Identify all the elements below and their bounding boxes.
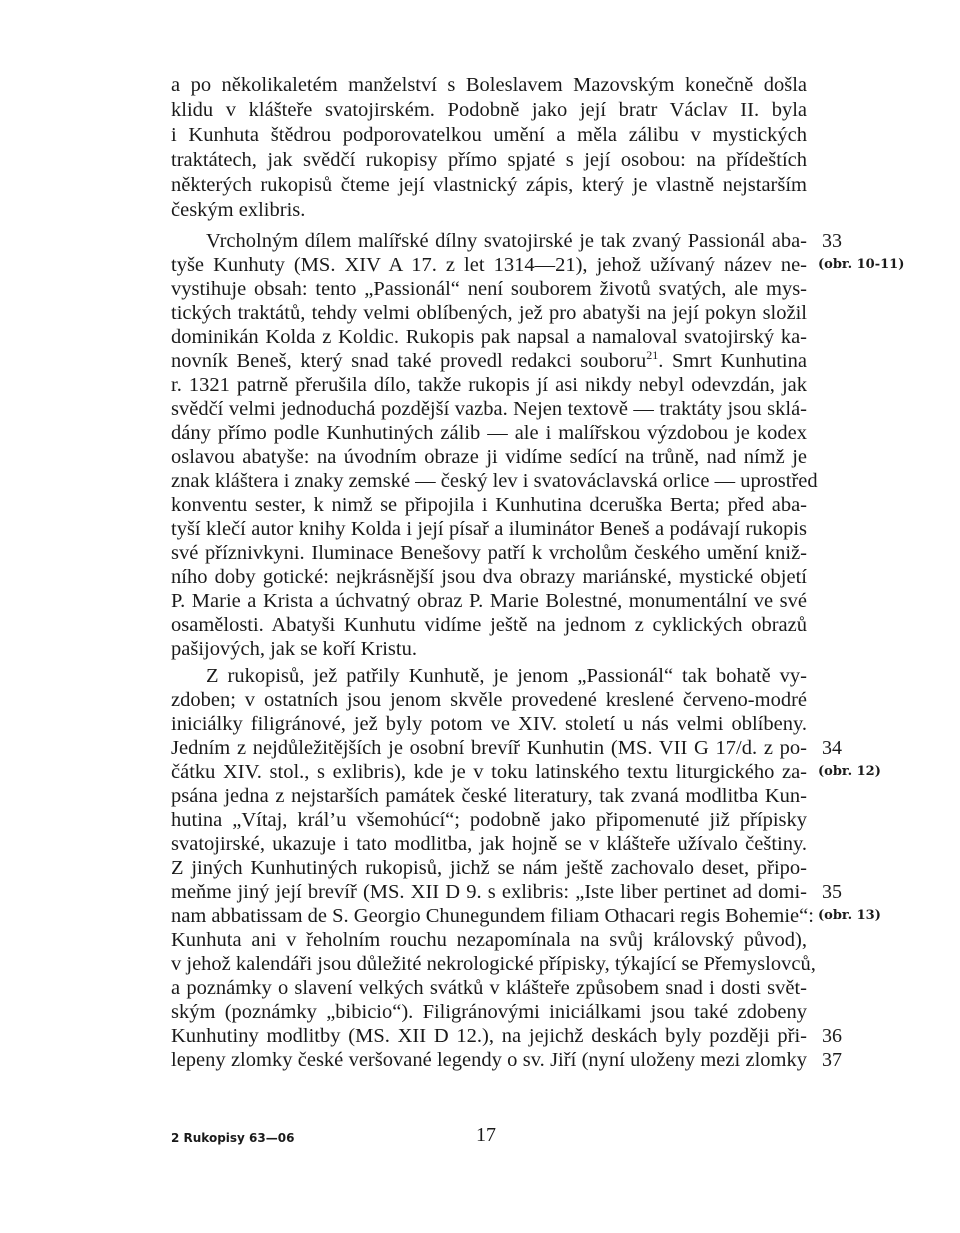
- text-line: osamělosti. Abatyši Kunhutu vidíme ještě na jednom z cyklických obrazů: [171, 614, 807, 636]
- text-line: své příznivkyni. Iluminace Benešovy patří k vrcholům českého umění kniž-: [171, 542, 807, 564]
- text-line: dány přímo podle Kunhutiných zálib — ale i malířskou výzdobou je kodex: [171, 422, 807, 444]
- text-line: oslavou abatyše: na úvodním obraze ji vidíme sedící na trůně, nad nímž je: [171, 446, 807, 468]
- text-line: konventu sester, k nimž se připojila i Kunhutina dceruška Berta; před aba-: [171, 494, 807, 516]
- text-line: zdoben; v ostatních jsou jenom skvěle provedené kreslené červeno-modré: [171, 689, 807, 711]
- text-line: r. 1321 patrně přerušila dílo, takže rukopis jí asi nikdy nebyl odevzdán, jak: [171, 374, 807, 396]
- text-line: tyší klečí autor knihy Kolda i její písař a iluminátor Beneš a podávají rukopis: [171, 518, 807, 540]
- text-line: Vrcholným dílem malířské dílny svatojirské je tak zvaný Passionál aba-: [206, 230, 807, 252]
- text-line: ního doby gotické: nejkrásnější jsou dva obrazy mariánské, mystické objetí: [171, 566, 807, 588]
- text-line: hutina „Vítaj, král’u všemohúcí“; podobně jako připomenuté již přípisky: [171, 809, 807, 831]
- text-line: českým exlibris.: [171, 199, 306, 221]
- text-line: psána jedna z nejstarších památek české literatury, tak zvaná modlitba Kun-: [171, 785, 807, 807]
- text-line: Z rukopisů, jež patřily Kunhutě, je jenom „Passionál“ tak bohatě vy-: [206, 665, 807, 687]
- text-line: meňme jiný její brevíř (MS. XII D 9. s exlibris: „Iste liber pertinet ad domi-: [171, 881, 807, 903]
- text-line: a po několikaletém manželství s Boleslavem Mazovským konečně došla: [171, 74, 807, 96]
- text-line: Kunhutiny modlitby (MS. XII D 12.), na jejichž deskách byly později při-: [171, 1025, 807, 1047]
- text-line: svědčí velmi jednoduchá pozdější vazba. Nejen textově — traktáty jsou sklá-: [171, 398, 807, 420]
- printer-signature: 2 Rukopisy 63—06: [171, 1131, 295, 1145]
- page-number: 17: [476, 1124, 496, 1146]
- margin-number: 37: [822, 1049, 842, 1071]
- text-line: čátku XIV. stol., s exlibris), kde je v toku latinského textu liturgického za-: [171, 761, 807, 783]
- text-line: některých rukopisů čteme její vlastnický zápis, který je vlastně nejstarším: [171, 174, 807, 196]
- margin-number: 36: [822, 1025, 842, 1047]
- margin-figure-reference: (obr. 10-11): [818, 257, 905, 272]
- margin-figure-reference: (obr. 13): [818, 908, 881, 923]
- text-line: traktátech, jak svědčí rukopisy přímo spjaté s její osobou: na přídeštích: [171, 149, 807, 171]
- text-line: znak kláštera i znaky zemské — český lev i svatováclavská orlice — uprostřed: [171, 470, 818, 492]
- text-line: pašijových, jak se koří Kristu.: [171, 638, 417, 660]
- text-line: dominikán Kolda z Koldic. Rukopis pak napsal a namaloval svatojirský ka-: [171, 326, 807, 348]
- margin-figure-reference: (obr. 12): [818, 764, 881, 779]
- text-line: Jedním z nejdůležitějších je osobní brevíř Kunhutin (MS. VII G 17/d. z po-: [171, 737, 807, 759]
- text-line: ským (poznámky „bibicio“). Filigránovými iniciálkami jsou také zdobeny: [171, 1001, 807, 1023]
- text-line: vystihuje obsah: tento „Passionál“ není souborem životů svatých, ale mys-: [171, 278, 807, 300]
- text-line: tických traktátů, tehdy velmi oblíbených, jež pro abatyši na její pokyn složil: [171, 302, 807, 324]
- text-line: v jehož kalendáři jsou důležité nekrologické přípisky, týkající se Přemyslovců,: [171, 953, 816, 975]
- text-line: svatojirské, ukazuje i tato modlitba, jak hojně se v klášteře užívalo češtiny.: [171, 833, 807, 855]
- text-line: tyše Kunhuty (MS. XIV A 17. z let 1314—21), jehož užívaný název ne-: [171, 254, 807, 276]
- text-line: iniciálky filigránové, jež byly potom ve XIV. století u nás velmi oblíbeny.: [171, 713, 807, 735]
- text-line: a poznámky o slavení velkých svátků v klášteře způsobem snad i dosti svět-: [171, 977, 807, 999]
- margin-number: 35: [822, 881, 842, 903]
- text-line: klidu v klášteře svatojirském. Podobně jako její bratr Václav II. byla: [171, 99, 807, 121]
- text-line: Kunhuta ani v řeholním rouchu nezapomínala na svůj královský původ),: [171, 929, 807, 951]
- margin-number: 33: [822, 230, 842, 252]
- text-line: nam abbatissam de S. Georgio Chunegundem filiam Othacari regis Bohemie“:: [171, 905, 814, 927]
- footnote-reference: 21: [646, 348, 659, 363]
- margin-number: 34: [822, 737, 842, 759]
- text-line: Z jiných Kunhutiných rukopisů, jichž se nám ještě zachovalo deset, připo-: [171, 857, 807, 879]
- text-segment: . Smrt Kunhutina: [658, 350, 807, 372]
- text-segment: novník Beneš, který snad také provedl redakci souboru: [171, 350, 647, 372]
- text-line-with-footnote: [171, 349, 807, 373]
- text-line: P. Marie a Krista a úchvatný obraz P. Marie Bolestné, monumentální ve své: [171, 590, 807, 612]
- text-line: i Kunhuta štědrou podporovatelkou umění a měla zálibu v mystických: [171, 124, 807, 146]
- text-line: lepeny zlomky české veršované legendy o sv. Jiří (nyní uloženy mezi zlomky: [171, 1049, 807, 1071]
